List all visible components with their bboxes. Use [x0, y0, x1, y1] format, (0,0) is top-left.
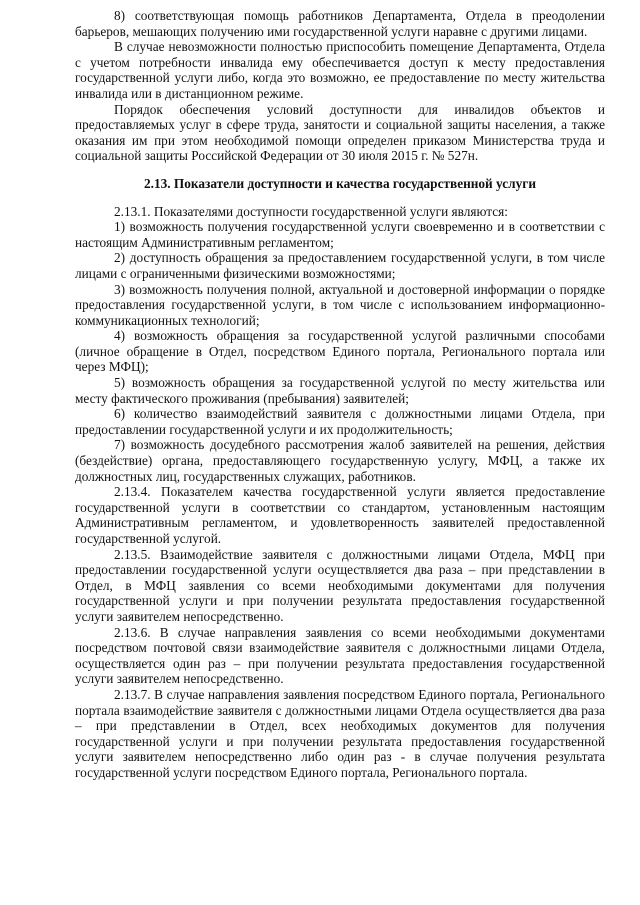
paragraph-2-13-6: 2.13.6. В случае направления заявления со всеми необходимыми документами посредством почтовой связи взаимодействие заявителя с должностными лицами Отдела, осуществляется один раз – при получении результата предоставления государственной услуги заявителем непосредственно. [75, 624, 605, 687]
list-item-3: 3) возможность получения полной, актуальной и достоверной информации о порядке предоставления государственной услуги, в том числе с использованием информационно-коммуникационных технологий; [75, 281, 605, 328]
paragraph-2-13-7: 2.13.7. В случае направления заявления посредством Единого портала, Регионального портала взаимодействие заявителя с должностными лицами Отдела осуществляется два раза – при представлении в Отдел, всех необходимых документов для получения государственной услуги и при получении результата предоставления государственной услуги заявителем непосредственно либо один раз - в случае получения результата государственной услуги посредством Единого портала, Регионального портала. [75, 686, 605, 780]
paragraph-2-13-1: 2.13.1. Показателями доступности государственной услуги являются: [114, 203, 508, 219]
list-item-1: 1) возможность получения государственной услуги своевременно и в соответствии с настоящим Административным регламентом; [75, 219, 605, 250]
section-heading: 2.13. Показатели доступности и качества государственной услуги [143, 175, 536, 191]
list-item-7: 7) возможность досудебного рассмотрения жалоб заявителей на решения, действия (бездействие) органа, предоставляющего государственную услугу, МФЦ, а также их должностных лиц, государственных служащих, работников. [75, 437, 605, 484]
paragraph-item-8: 8) соответствующая помощь работников Департамента, Отдела в преодолении барьеров, мешающих получению ими государственной услуги наравне с другими лицами. [75, 8, 605, 39]
document-page [75, 8, 605, 781]
list-item-6: 6) количество взаимодействий заявителя с должностными лицами Отдела, при предоставлении государственной услуги и их продолжительность; [75, 406, 605, 437]
paragraph-accessibility-fallback: В случае невозможности полностью приспособить помещение Департамента, Отдела с учетом потребности инвалида ему обеспечивается доступ к месту предоставления государственной услуги либо, когда это возможно, ее предоставление по месту жительства инвалида или в дистанционном режиме. [75, 39, 605, 101]
paragraph-2-13-5: 2.13.5. Взаимодействие заявителя с должностными лицами Отдела, МФЦ при предоставлении государственной услуги осуществляется два раза – при представлении в Отдел, в МФЦ заявления со всеми необходимыми документами для получения государственной услуги и при получении результата предоставления государственной услуги заявителем непосредственно. [75, 546, 605, 624]
list-item-5: 5) возможность обращения за государственной услугой по месту жительства или месту фактического проживания (пребывания) заявителей; [75, 375, 605, 406]
paragraph-order-reference: Порядок обеспечения условий доступности для инвалидов объектов и предоставляемых услуг в сфере труда, занятости и социальной защиты населения, а также оказания им при этом необходимой помощи определен приказом Министерства труда и социальной защиты Российской Федерации от 30 июля 2015 г. № 527н. [75, 101, 605, 164]
list-item-4: 4) возможность обращения за государственной услугой различными способами (личное обращение в Отдел, посредством Единого портала, Регионального портала или через МФЦ); [75, 328, 605, 375]
paragraph-2-13-4: 2.13.4. Показателем качества государственной услуги является предоставление государственной услуги в соответствии со стандартом, установленным настоящим Административным регламентом, и удовлетворенность заявителей предоставленной государственной услугой. [75, 484, 605, 546]
list-item-2: 2) доступность обращения за предоставлением государственной услуги, в том числе лицами с ограниченными физическими возможностями; [75, 250, 605, 281]
